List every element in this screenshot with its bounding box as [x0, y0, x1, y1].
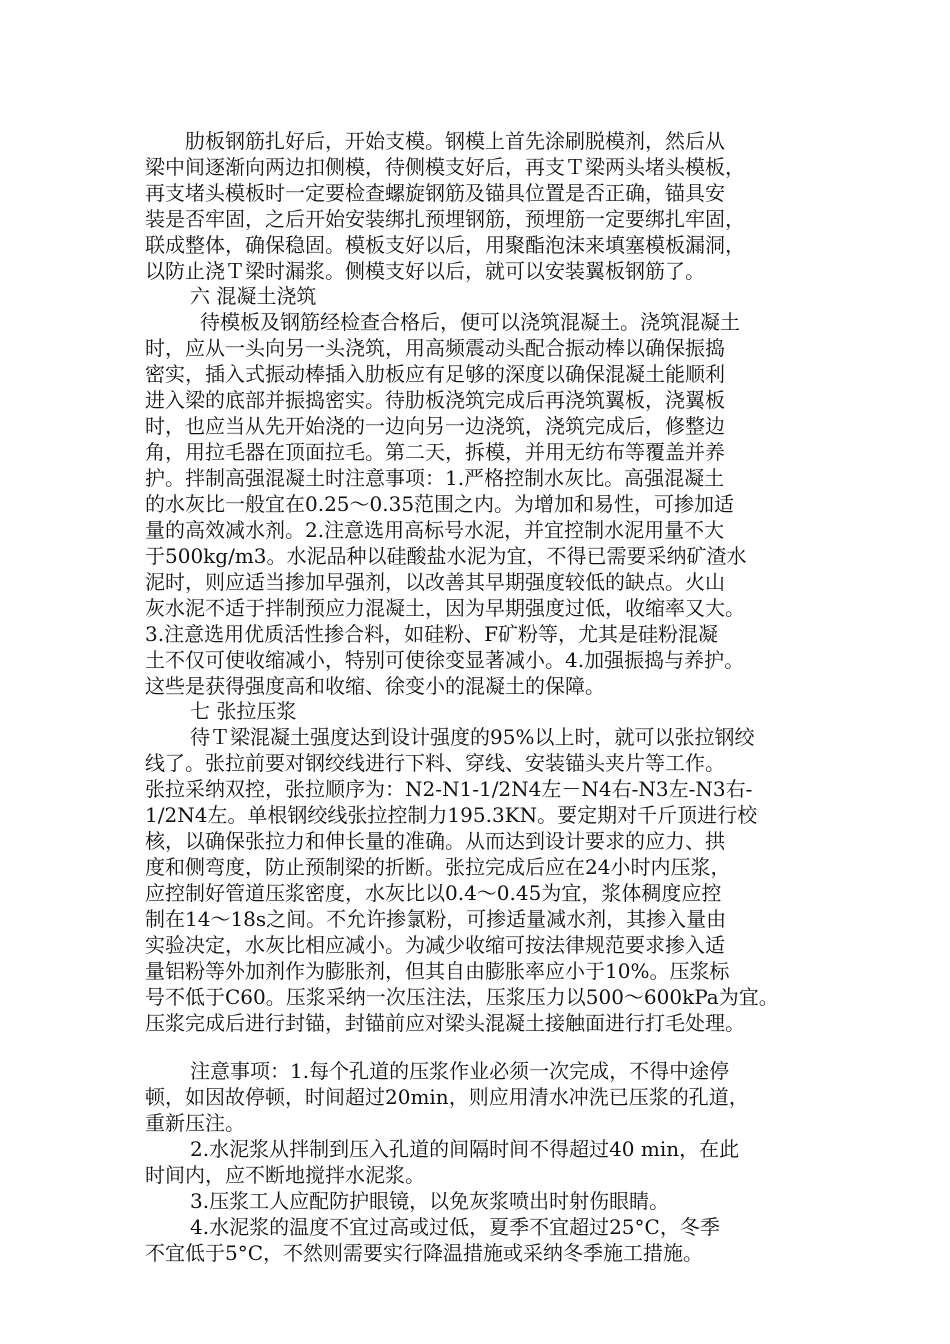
- paragraph-line: 待Ｔ梁混凝土强度达到设计强度的95%以上时，就可以张拉钢绞: [190, 725, 755, 749]
- paragraph-line: 制在14～18s之间。不允许掺氯粉，可掺适量减水剂，其掺入量由: [145, 907, 727, 931]
- paragraph-line: 顿，如因故停顿，时间超过20min，则应用清水冲洗已压浆的孔道，: [145, 1085, 749, 1109]
- paragraph-line: 进入梁的底部并振捣密实。待肋板浇筑完成后再浇筑翼板，浇翼板: [145, 388, 725, 412]
- paragraph-line: 土不仅可使收缩减小，特别可使徐变显著减小。4.加强振捣与养护。: [145, 648, 745, 672]
- paragraph-line: 这些是获得强度高和收缩、徐变小的混凝土的保障。: [145, 674, 605, 698]
- paragraph-line: 泥时，则应适当掺加早强剂，以改善其早期强度较低的缺点。火山: [145, 570, 725, 594]
- paragraph-line: 重新压注。: [145, 1111, 245, 1135]
- paragraph-line: 4.水泥浆的温度不宜过高或过低，夏季不宜超过25°C，冬季: [190, 1215, 720, 1239]
- paragraph-line: 3.压浆工人应配防护眼镜，以免灰浆喷出时射伤眼睛。: [190, 1189, 670, 1213]
- paragraph-line: 时，也应当从先开始浇的一边向另一边浇筑，浇筑完成后，修整边: [145, 414, 725, 438]
- paragraph-line: 压浆完成后进行封锚，封锚前应对梁头混凝土接触面进行打毛处理。: [145, 1011, 745, 1035]
- paragraph-line: 护。拌制高强混凝土时注意事项：1.严格控制水灰比。高强混凝土: [145, 466, 725, 490]
- section-heading: 七 张拉压浆: [190, 699, 297, 723]
- paragraph-line: 线了。张拉前要对钢绞线进行下料、穿线、安装锚头夹片等工作。: [145, 751, 725, 775]
- paragraph-line: 灰水泥不适于拌制预应力混凝土，因为早期强度过低，收缩率又大。: [145, 596, 745, 620]
- paragraph-line: 量的高效减水剂。2.注意选用高标号水泥，并宜控制水泥用量不大: [145, 518, 725, 542]
- paragraph-line: 1/2N4左。单根钢绞线张拉控制力195.3KN。要定期对千斤顶进行校: [145, 803, 758, 827]
- paragraph-line: 时，应从一头向另一头浇筑，用高频震动头配合振动棒以确保振捣: [145, 336, 725, 360]
- paragraph-line: 实验决定，水灰比相应减小。为减少收缩可按法律规范要求掺入适: [145, 933, 725, 957]
- paragraph-line: 肋板钢筋扎好后，开始支模。钢模上首先涂刷脱模剂，然后从: [145, 129, 725, 153]
- paragraph-line: 角，用拉毛器在顶面拉毛。第二天，拆模，并用无纺布等覆盖并养: [145, 440, 725, 464]
- paragraph-line: 梁中间逐渐向两边扣侧模，待侧模支好后，再支Ｔ梁两头堵头模板，: [145, 155, 745, 179]
- paragraph-line: 量铝粉等外加剂作为膨胀剂，但其自由膨胀率应小于10%。压浆标: [145, 959, 730, 983]
- paragraph-line: 待模板及钢筋经检查合格后，便可以浇筑混凝土。浇筑混凝土: [200, 310, 740, 334]
- paragraph-line: 以防止浇Ｔ梁时漏浆。侧模支好以后，就可以安装翼板钢筋了。: [145, 259, 705, 283]
- paragraph-line: 装是否牢固，之后开始安装绑扎预埋钢筋，预埋筋一定要绑扎牢固，: [145, 207, 745, 231]
- paragraph-line: 度和侧弯度，防止预制梁的折断。张拉完成后应在24小时内压浆，: [145, 855, 731, 879]
- paragraph-line: 张拉采纳双控，张拉顺序为：N2-N1-1/2N4左－N4右-N3左-N3右-: [145, 777, 753, 801]
- paragraph-line: 不宜低于5°C，不然则需要实行降温措施或采纳冬季施工措施。: [145, 1241, 704, 1265]
- paragraph-line: 再支堵头模板时一定要检查螺旋钢筋及锚具位置是否正确，锚具安: [145, 181, 725, 205]
- paragraph-line: 3.注意选用优质活性掺合料，如硅粉、F矿粉等，尤其是硅粉混凝: [145, 622, 718, 646]
- paragraph-line: 密实，插入式振动棒插入肋板应有足够的深度以确保混凝土能顺利: [145, 362, 725, 386]
- paragraph-line: 联成整体，确保稳固。模板支好以后，用聚酯泡沫来填塞模板漏洞，: [145, 233, 745, 257]
- paragraph-line: 号不低于C60。压浆采纳一次压注法，压浆压力以500～600kPa为宜。: [145, 985, 779, 1009]
- section-heading: 六 混凝土浇筑: [190, 284, 317, 308]
- paragraph-line: 于500kg/m3。水泥品种以硅酸盐水泥为宜，不得已需要采纳矿渣水: [145, 544, 747, 568]
- paragraph-line: 注意事项：1.每个孔道的压浆作业必须一次完成，不得中途停: [190, 1059, 730, 1083]
- paragraph-line: 2.水泥浆从拌制到压入孔道的间隔时间不得超过40 min，在此: [190, 1137, 740, 1161]
- paragraph-line: 时间内，应不断地搅拌水泥浆。: [145, 1163, 425, 1187]
- paragraph-line: 的水灰比一般宜在0.25～0.35范围之内。为增加和易性，可掺加适: [145, 492, 735, 516]
- paragraph-line: 核，以确保张拉力和伸长量的准确。从而达到设计要求的应力、拱: [145, 829, 725, 853]
- paragraph-line: 应控制好管道压浆密度，水灰比以0.4～0.45为宜，浆体稠度应控: [145, 881, 722, 905]
